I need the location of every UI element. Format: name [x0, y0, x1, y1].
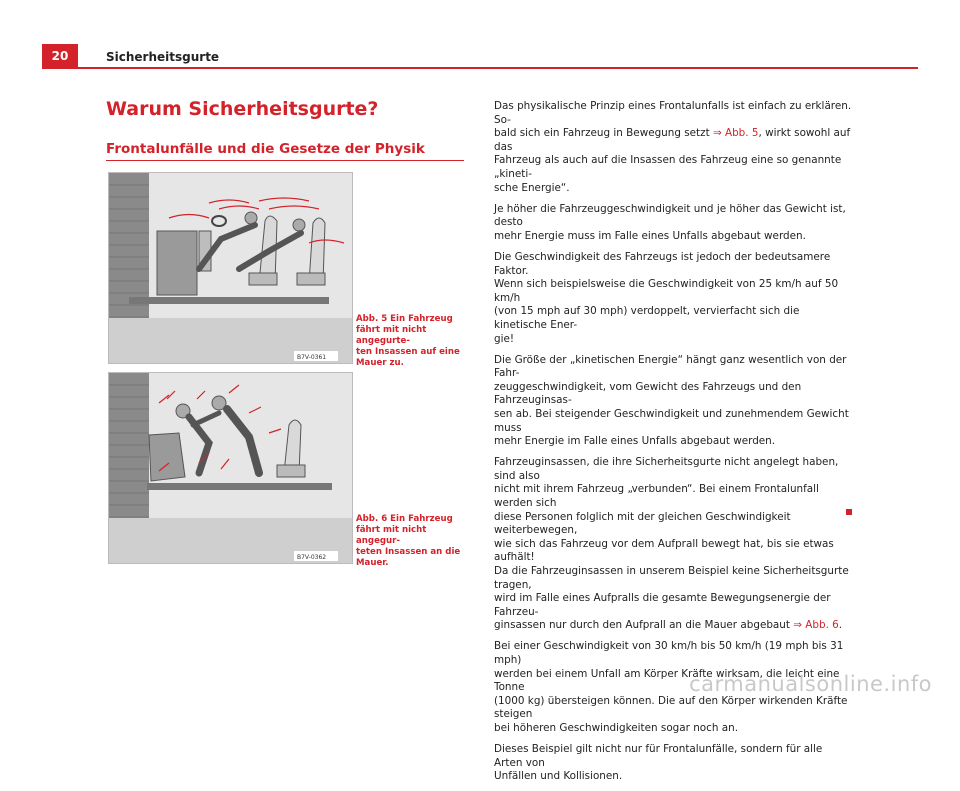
figure-car-hitting-wall [108, 372, 353, 564]
paragraph-7: Dieses Beispiel gilt nicht nur für Frontalunfälle, sondern für alle Arten von Unfällen und Kollisionen. [494, 743, 823, 783]
figure-6-caption [356, 514, 468, 569]
running-header: Sicherheitsgurte [106, 50, 220, 64]
end-of-section-marker [846, 509, 852, 515]
figure-car-approaching-wall [108, 172, 353, 364]
header-rule [42, 67, 918, 69]
figure-6-illustration [109, 373, 352, 563]
section-subtitle: Frontalunfälle und die Gesetze der Physik [106, 141, 425, 157]
watermark: carmanualsonline.info [689, 672, 932, 696]
page-title: Warum Sicherheitsgurte? [106, 98, 379, 120]
figure-5-caption [356, 314, 468, 369]
caption-line: Abb. 5 Ein Fahrzeug [356, 314, 453, 324]
caption-line: Abb. 6 Ein Fahrzeug [356, 514, 453, 524]
figure-6-reference[interactable]: ⇒ Abb. 6 [793, 619, 839, 632]
caption-line: Mauer. [356, 558, 389, 568]
paragraph-6: Bei einer Geschwindigkeit von 30 km/h bis 50 km/h (19 mph bis 31 mph) werden bei einem Unfall am Körper Kräfte wirksam, die leicht eine Tonne (1000 kg) übersteigen können. Die auf den Körper wirkenden Kräfte steigen bei höheren Geschwindigkeiten sogar noch an. [494, 640, 848, 735]
paragraph-2: Je höher die Fahrzeuggeschwindigkeit und je höher das Gewicht ist, desto mehr Energie muss im Falle eines Unfalls abgebaut werden. [494, 202, 846, 242]
paragraph-1: Das physikalische Prinzip eines Frontalunfalls ist einfach zu erklären. So- bald sich ein Fahrzeug in Bewegung setzt ⇒ Abb. 5, wirkt sowohl auf das Fahrzeug als auch auf die Insassen des Fahrzeug eine so genannte „kineti- sche Energie“. [494, 100, 852, 194]
paragraph-4: Die Größe der „kinetischen Energie“ hängt ganz wesentlich von der Fahr- zeuggeschwindigkeit, vom Gewicht des Fahrzeugs und den Fahrzeuginsas- sen ab. Bei steigender Geschwindigkeit und zunehmendem Gewicht muss mehr Energie im Falle eines Unfalls abgebaut werden. [494, 353, 849, 448]
subtitle-rule [106, 160, 464, 161]
caption-line: fährt mit nicht angegurte- [356, 325, 427, 346]
caption-line: Mauer zu. [356, 358, 404, 368]
figure-6-code: B7V-0362 [297, 554, 327, 561]
caption-line: ten Insassen auf eine [356, 347, 460, 357]
paragraph-5: Fahrzeuginsassen, die ihre Sicherheitsgurte nicht angelegt haben, sind also nicht mit ihrem Fahrzeug „verbunden“. Bei einem Frontalunfall werden sich diese Personen folglich mit der gleichen Geschwindigkeit weiterbewegen, wie sich das Fahrzeug vor dem Aufprall bewegt hat, bis sie etwas aufhält! Da die Fahrzeuginsassen in unserem Beispiel keine Sicherheitsgurte tragen, wird im Falle eines Aufpralls die gesamte Bewegungsenergie der Fahrzeu- ginsassen nur durch den Aufprall an die Mauer abgebaut ⇒ Abb. 6. [494, 456, 849, 632]
figure-5-reference[interactable]: ⇒ Abb. 5 [712, 127, 759, 140]
figure-5-code: B7V-0361 [297, 354, 327, 361]
paragraph-3: Die Geschwindigkeit des Fahrzeugs ist jedoch der bedeutsamere Faktor. Wenn sich beispielsweise die Geschwindigkeit von 25 km/h auf 50 km/h (von 15 mph auf 30 mph) verdoppelt, vervierfacht sich die kinetische Ener- gie! [494, 250, 839, 345]
page-number: 20 [42, 44, 78, 68]
caption-line: fährt mit nicht angegur- [356, 525, 427, 546]
figure-5-illustration [109, 173, 352, 363]
caption-line: teten Insassen an die [356, 547, 461, 557]
